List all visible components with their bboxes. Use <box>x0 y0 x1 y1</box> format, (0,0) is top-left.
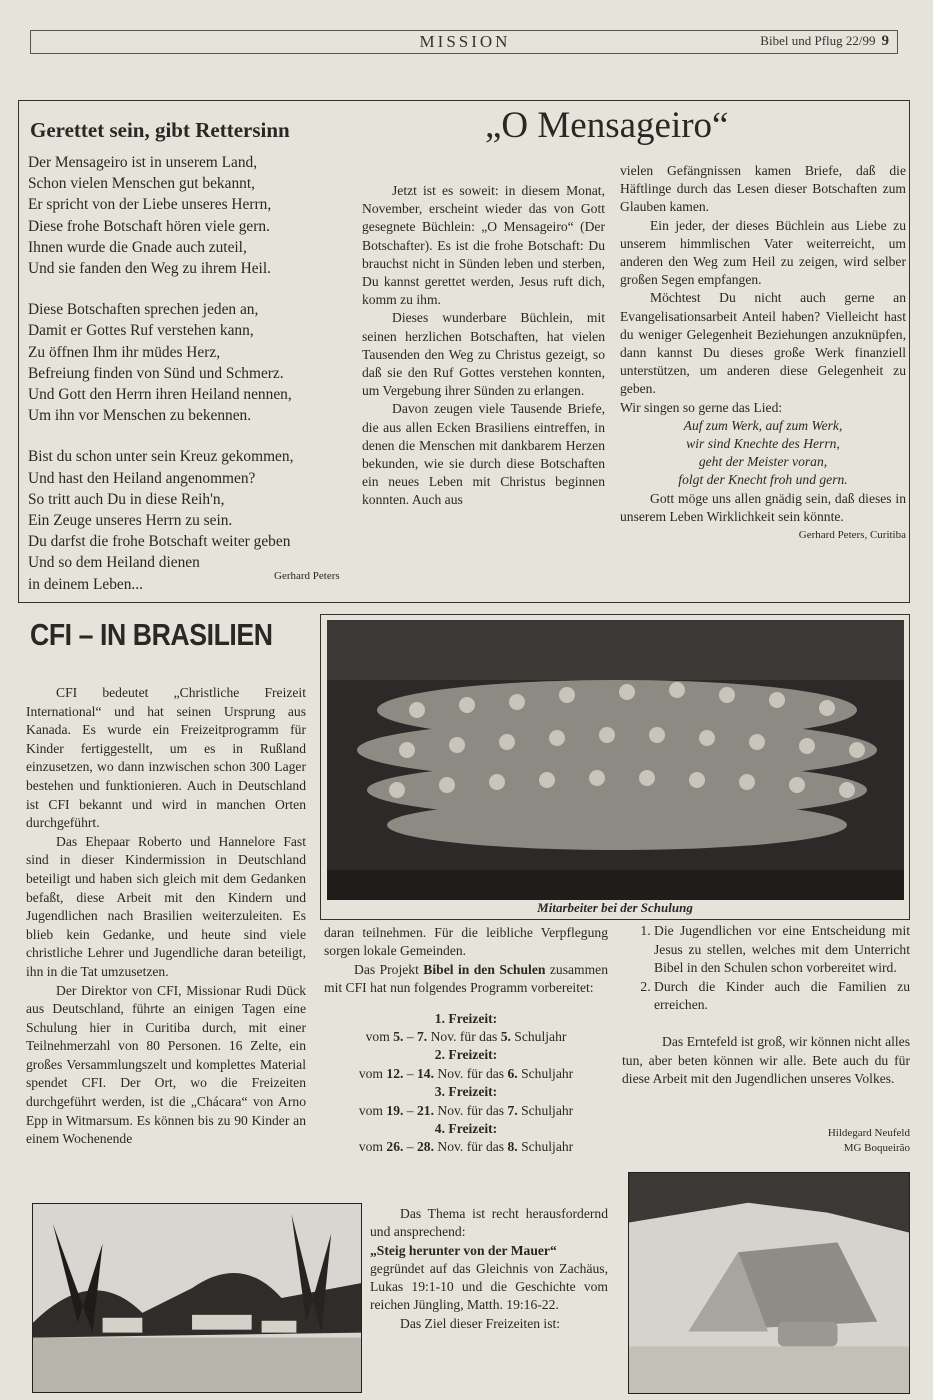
text: – <box>403 1029 417 1045</box>
page-number: 9 <box>881 33 889 49</box>
page-header <box>30 30 898 54</box>
program-entry <box>324 1046 608 1083</box>
poem-line: Schon vielen Menschen gut bekannt, <box>28 175 255 193</box>
issue-info <box>760 33 889 50</box>
issue-label: Bibel und Pflug 22/99 <box>760 33 876 48</box>
program-list <box>324 1010 608 1157</box>
photo-caption: Mitarbeiter bei der Schulung <box>537 900 693 915</box>
poem-stanza <box>28 152 358 279</box>
paragraph <box>620 490 906 542</box>
program-entry <box>324 1010 608 1047</box>
poem-line: Bist du schon unter sein Kreuz gekommen, <box>28 448 294 466</box>
program-column <box>324 924 608 1157</box>
goals-list <box>622 922 910 1015</box>
poem-line: Der Mensageiro ist in unserem Land, <box>28 154 258 171</box>
paragraph: Das Thema ist recht herausfordernd und ansprechend: <box>370 1206 608 1240</box>
theme-column <box>370 1205 608 1333</box>
school-year: 7. <box>507 1102 518 1118</box>
text: Schuljahr <box>517 1065 574 1081</box>
text: Das Projekt <box>354 961 424 977</box>
text: vom <box>358 1065 387 1081</box>
school-year: 6. <box>507 1065 518 1081</box>
theme-title <box>370 1242 608 1260</box>
text: vom <box>358 1102 387 1118</box>
poem-line: Und Gott den Herrn ihren Heiland nennen, <box>28 386 292 404</box>
date: 19. <box>386 1102 404 1118</box>
date: 5. <box>393 1029 404 1045</box>
paragraph: Möchtest Du nicht auch gerne an Evangelisationsarbeit Anteil haben? Vielleicht hast du weniger Gelegenheit Beziehungen anzuknüpfen, dann kannst Du dieses große Werk finanziell unterstützen, um anderen diese Gelegenheit zu geben. <box>620 290 906 397</box>
paragraph: Das Ehepaar Roberto und Hannelore Fast sind in dieser Kindermission in Deutschland beteiligt und haben sich gleich mit dem Gedanken befaßt, diese Arbeit mit den Kindern und Jugendlichen nach Brasilien weiterzuleiten. Es blieb kein Gedanke, und heute sind viele christliche Lehrer und Jugendliche daran beteiligt, ihn in die Tat umzusetzen. <box>26 833 306 979</box>
text: Nov. für das <box>433 1065 508 1081</box>
paragraph: gegründet auf das Gleichnis von Zachäus, Lukas 19:1-10 und die Geschichte vom reichen Jüngling, Matth. 19:16-22. <box>370 1260 608 1313</box>
poem-line: Ein Zeuge unseres Herrn zu sein. <box>28 512 233 530</box>
poem-body <box>28 152 358 615</box>
song-line: wir sind Knechte des Herrn, <box>686 436 840 452</box>
goals-column <box>622 922 910 1089</box>
goal-item: 1. Die Jugendlichen vor eine Entscheidung mit Jesus zu stellen, welches mit dem Unterricht Bibel in den Schulen schon vorbereitet wird. <box>654 922 910 978</box>
poem-line: Befreiung finden von Sünd und Schmerz. <box>28 364 284 382</box>
date: 28. <box>416 1139 434 1155</box>
freizeit-title: 4. Freizeit: <box>434 1121 498 1137</box>
cfi-author <box>780 1126 910 1156</box>
section-title: MISSION <box>419 32 511 51</box>
poem-line: Diese Botschaften sprechen jeden an, <box>28 301 259 319</box>
paragraph: Davon zeugen viele Tausende Briefe, die aus allen Ecken Brasiliens eintreffen, in denen die Menschen mit dankbarem Herzen bekunden, wie sie durch diese Botschaften ein neues Leben mit Christus beginnen konnten. Auch aus <box>362 401 605 508</box>
freizeit-title: 1. Freizeit: <box>434 1010 498 1026</box>
paragraph: Ein jeder, der dieses Büchlein aus Liebe zu unserem himmlischen Vater weiterreicht, um anderen den Weg zum Heil zu zeigen, wird selber großen Segen empfangen. <box>620 217 906 288</box>
text: – <box>403 1102 417 1118</box>
text: Schuljahr <box>517 1102 574 1118</box>
poem-line: Und so dem Heiland dienen <box>28 554 200 572</box>
group-photo <box>327 620 904 900</box>
text: Schuljahr <box>510 1029 567 1045</box>
text: – <box>403 1139 417 1155</box>
author-name: Hildegard Neufeld <box>827 1127 910 1139</box>
mensageiro-column-1 <box>362 182 605 510</box>
poem-line: So tritt auch Du in diese Reih'n, <box>28 490 225 508</box>
freizeit-title: 3. Freizeit: <box>434 1084 498 1100</box>
date: 14. <box>416 1065 434 1081</box>
program-entry <box>324 1083 608 1120</box>
paragraph: Wir singen so gerne das Lied: <box>620 399 783 415</box>
date: 21. <box>416 1102 434 1118</box>
poem-line: in deinem Leben... <box>28 575 143 593</box>
school-year: 5. <box>500 1029 511 1045</box>
author-place: MG Boqueirão <box>843 1142 910 1154</box>
closing-paragraph: Das Erntefeld ist groß, wir können nicht alles tun, aber beten können wir alle. Bete auch du für diese Arbeit mit den Jugendlichen unseres Volkes. <box>622 1033 910 1087</box>
paragraph: vielen Gefängnissen kamen Briefe, daß die Häftlinge durch das Lesen dieser Botschaften zum Glauben kamen. <box>620 163 906 215</box>
text: Nov. für das <box>433 1102 508 1118</box>
song-line: Auf zum Werk, auf zum Werk, <box>683 417 843 433</box>
text: vom <box>365 1029 394 1045</box>
text: Schuljahr <box>517 1139 574 1155</box>
poem-line: Und sie fanden den Weg zu ihrem Heil. <box>28 260 271 278</box>
poem-title: Gerettet sein, gibt Rettersinn <box>30 118 290 142</box>
poem-author: Gerhard Peters <box>274 570 340 582</box>
song-line: folgt der Knecht froh und gern. <box>678 472 848 488</box>
date: 7. <box>416 1029 428 1045</box>
mensageiro-title: „O Mensageiro“ <box>485 105 729 146</box>
theme-title-text: „Steig herunter von der Mauer“ <box>370 1242 557 1258</box>
school-year: 8. <box>507 1139 518 1155</box>
paragraph: Der Direktor von CFI, Missionar Rudi Dück aus Deutschland, führte an einigen Tagen eine Schulung hier in Curitiba durch, mit einer Teilnehmerzahl von 80 Personen. 16 Zelte, ein großes Versammlungszelt und komplettes Material spendet CFI. Der Ort, wo die Freizeiten durchgeführt werden, ist die „Chácara“ von Arno Epp in Witmarsum. Es können bis zu 90 Kinder an einem Wochenende <box>26 982 306 1147</box>
paragraph <box>324 961 608 998</box>
poem-line: Er spricht von der Liebe unseres Herrn, <box>28 196 272 214</box>
paragraph: Das Ziel dieser Freizeiten ist: <box>400 1315 561 1331</box>
song-line: geht der Meister voran, <box>698 454 828 470</box>
poem-line: Damit er Gottes Ruf verstehen kann, <box>28 322 254 340</box>
poem-stanza <box>28 299 358 426</box>
date: 12. <box>386 1065 404 1081</box>
program-entry <box>324 1120 608 1157</box>
paragraph: CFI bedeutet „Christliche Freizeit International“ und hat seinen Ursprung aus Kanada. Es wurde ein Freizeitprogramm für Kinder fertiggestellt, um es in Rußland einzusetzen, wo dann inzwischen schon 300 Lager bestehen und funktionieren. Auch in Deutschland ist CFI bekannt und wird in manchen Orten durchgeführt. <box>26 685 306 831</box>
date: 26. <box>386 1139 404 1155</box>
campsite-photo <box>32 1203 362 1393</box>
cfi-headline: CFI – IN BRASILIEN <box>30 617 273 652</box>
text: Nov. für das <box>427 1029 501 1045</box>
poem-line: Um ihn vor Menschen zu bekennen. <box>28 407 252 425</box>
poem-line: Diese frohe Botschaft hören viele gern. <box>28 217 270 235</box>
poem-line: Ihnen wurde die Gnade auch zuteil, <box>28 238 247 256</box>
tent-photo <box>628 1172 910 1394</box>
paragraph: Jetzt ist es soweit: in diesem Monat, November, erscheint wieder das von Gott gesegnete Büchlein: „O Mensageiro“ (Der Botschafter). Es ist die frohe Botschaft: Du brauchst nicht in Sünden leben und sterben, Du kannst gerettet werden, Jesus ruft dich, komm zu ihm. <box>362 183 605 308</box>
poem-line: Du darfst die frohe Botschaft weiter geben <box>28 533 291 551</box>
freizeit-title: 2. Freizeit: <box>434 1047 498 1063</box>
project-name: Bibel in den Schulen <box>423 961 546 977</box>
closing-text: Gott möge uns allen gnädig sein, daß dieses in unserem Leben Wirklichkeit sein könnte. <box>620 490 906 524</box>
paragraph: Dieses wunderbare Büchlein, mit seinen herzlichen Botschaften, hat vielen Tausenden den Weg zu Christus gezeigt, so daß sie den Ruf Gottes verstehen konnten, um Vergebung ihrer Sünden zu erlangen. <box>362 310 605 399</box>
mensageiro-column-2 <box>620 162 906 544</box>
mensageiro-author: Gerhard Peters, Curitiba <box>798 529 906 542</box>
cfi-column <box>26 684 306 1149</box>
text: Nov. für das <box>433 1139 508 1155</box>
text: vom <box>358 1139 387 1155</box>
poem-line: Zu öffnen Ihm ihr müdes Herz, <box>28 343 221 361</box>
text: zusammen mit CFI hat nun folgendes Programm vorbereitet: <box>324 961 608 996</box>
goal-item: 2. Durch die Kinder auch die Familien zu erreichen. <box>654 978 910 1015</box>
poem-line: Und hast den Heiland angenommen? <box>28 469 256 487</box>
paragraph: daran teilnehmen. Für die leibliche Verpflegung sorgen lokale Gemeinden. <box>324 925 608 959</box>
text: – <box>403 1065 417 1081</box>
